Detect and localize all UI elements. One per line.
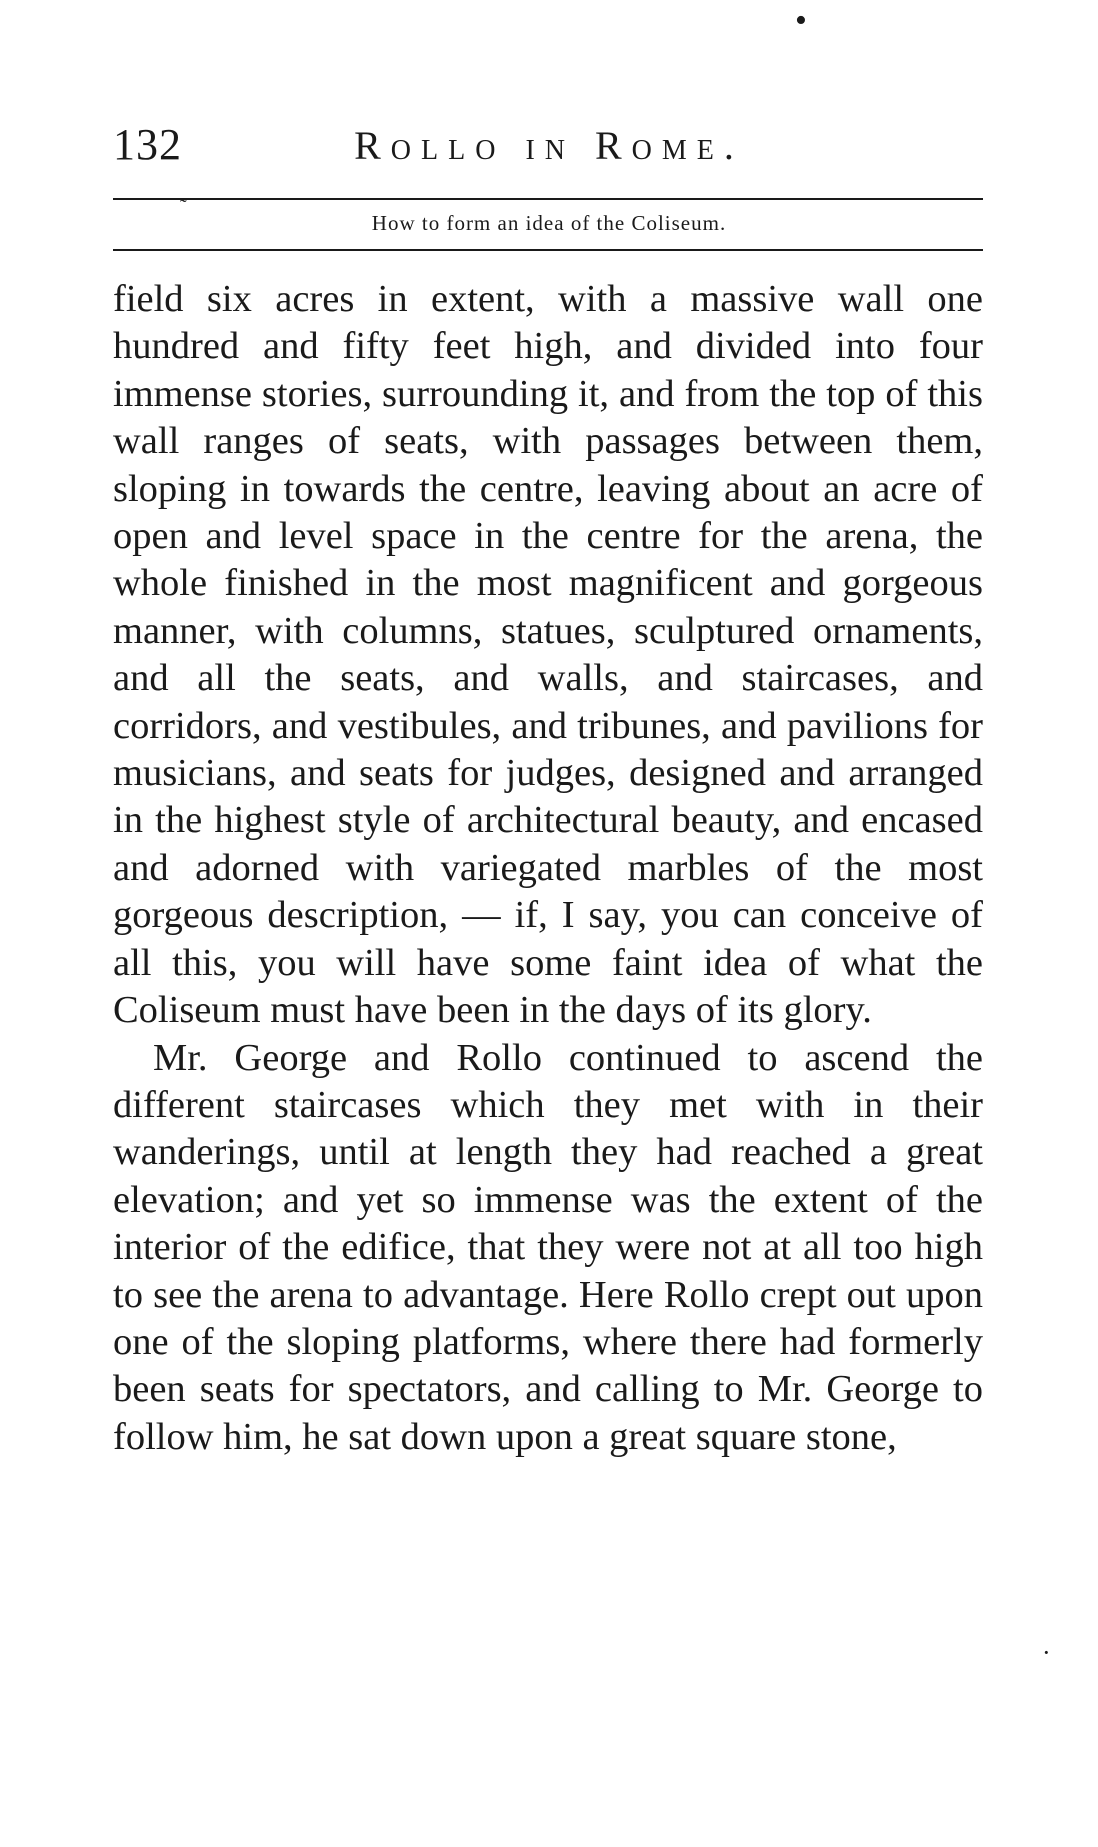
running-title: Rollo in Rome.: [354, 123, 744, 168]
margin-speck: ·: [1042, 1638, 1051, 1667]
body-text: [113, 276, 983, 1461]
page-number: 132: [113, 120, 182, 169]
section-subheading: How to form an idea of the Coliseum.: [371, 211, 727, 235]
ink-mark: ˜: [180, 196, 187, 218]
paragraph-continued: field six acres in extent, with a massive wall one hundred and fifty feet high, and divided into four immense stories, surrounding it, and from the top of this wall ranges of seats, with passages between them, sloping in towards the centre, leaving about an acre of open and level space in the centre for the arena, the whole finished in the most magnificent and gorgeous manner, with columns, statues, sculptured ornaments, and all the seats, and walls, and staircases, and corridors, and vestibules, and tribunes, and pavilions for musicians, and seats for judges, designed and arranged in the highest style of architectural beauty, and encased and adorned with variegated marbles of the most gorgeous description, — if, I say, you can conceive of all this, you will have some faint idea of what the Coliseum must have been in the days of its glory.: [113, 278, 983, 1032]
paragraph: Mr. George and Rollo continued to ascend the different staircases which they met with in their wanderings, until at length they had reached a great elevation; and yet so immense was the extent of the interior of the edifice, that they were not at all too high to see the arena to advantage. Here Rollo crept out upon one of the sloping platforms, where there had formerly been seats for spectators, and calling to Mr. George to follow him, he sat down upon a great square stone,: [113, 1036, 983, 1458]
header-rule-bottom: [113, 249, 983, 251]
header-rule-top: [113, 198, 983, 200]
ink-speck: •: [795, 2, 807, 39]
